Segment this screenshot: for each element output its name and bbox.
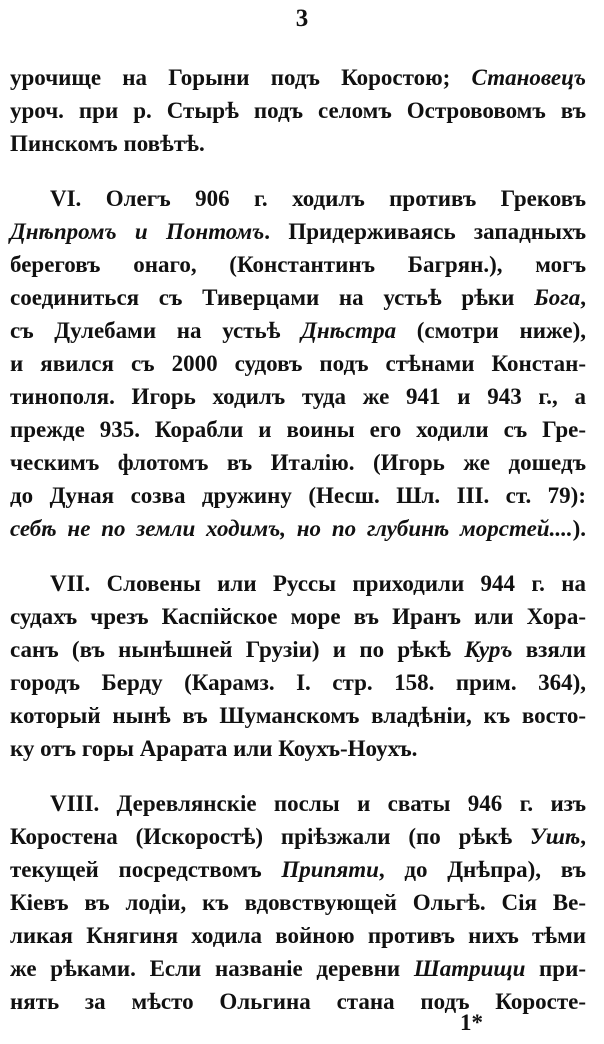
text-segment: Кіевъ въ лодіи, къ вдовствующей Ольгѣ. Сія Ве- <box>10 890 586 915</box>
text-segment: ческимъ флотомъ въ Италію. (Игорь же дошедъ <box>10 450 586 475</box>
text-line <box>10 887 586 919</box>
text-line <box>10 282 586 314</box>
italic-text-segment: Куръ <box>464 637 513 662</box>
text-line <box>10 480 586 512</box>
text-line <box>10 700 586 732</box>
text-segment: санъ (въ нынѣшней Грузіи) и по рѣкѣ <box>10 637 465 662</box>
text-line <box>10 821 586 853</box>
text-segment: VI. Олегъ 906 г. ходилъ противъ Грековъ <box>50 186 586 211</box>
text-line <box>10 733 586 765</box>
text-segment: уроч. при р. Стырѣ подъ селомъ Острововомъ въ <box>10 98 586 123</box>
text-segment: , <box>580 824 586 849</box>
italic-text-segment: Бога <box>534 285 581 310</box>
text-line <box>10 315 586 347</box>
text-segment: взяли <box>512 637 586 662</box>
text-line <box>10 634 586 666</box>
text-segment: при- <box>525 956 586 981</box>
text-line <box>10 986 586 1018</box>
italic-text-segment: Днѣстра <box>301 318 397 343</box>
text-line <box>10 953 586 985</box>
text-segment: ). <box>572 516 586 541</box>
text-line <box>10 62 586 94</box>
italic-text-segment: Становецъ <box>471 65 586 90</box>
text-segment: и явился съ 2000 судовъ подъ стѣнами Констан- <box>10 351 586 376</box>
text-segment: соединиться съ Тиверцами на устьѣ рѣки <box>10 285 535 310</box>
text-segment: урочище на Горыни подъ Коростою; <box>10 65 472 90</box>
text-line <box>10 788 586 820</box>
text-segment: съ Дулебами на устьѣ <box>10 318 302 343</box>
italic-text-segment: Днѣпромъ и Понтомъ <box>10 219 265 244</box>
text-segment: прежде 935. Корабли и воины его ходили съ Гре- <box>10 417 586 442</box>
text-line <box>10 447 586 479</box>
text-line <box>10 601 586 633</box>
text-segment: (смотри ниже), <box>396 318 586 343</box>
text-line <box>10 513 586 545</box>
italic-text-segment: Шатрищи <box>413 956 526 981</box>
text-line <box>10 183 586 215</box>
text-segment: тинополя. Игорь ходилъ туда же 941 и 943 г., а <box>10 384 586 409</box>
text-segment: VIII. Деревлянскіе послы и сваты 946 г. изъ <box>50 791 586 816</box>
printer-signature-mark: 1* <box>460 1010 483 1035</box>
text-line <box>10 568 586 600</box>
text-segment: судахъ чрезъ Каспійское море въ Иранъ или Хора- <box>10 604 586 629</box>
italic-text-segment: Припяти <box>281 857 379 882</box>
text-segment: , <box>580 285 586 310</box>
text-line <box>10 249 586 281</box>
italic-text-segment: Ушѣ <box>530 824 581 849</box>
text-segment: . Придерживаясь западныхъ <box>264 219 586 244</box>
text-segment: нять за мѣсто Ольгина стана подъ Коросте- <box>10 989 586 1014</box>
text-line <box>10 216 586 248</box>
text-segment: же рѣками. Если названіе деревни <box>10 956 414 981</box>
text-line <box>10 854 586 886</box>
text-segment: до Дуная созва дружину (Несш. Шл. III. ст. 79): <box>10 483 586 508</box>
text-line <box>10 920 586 952</box>
text-segment: городъ Берду (Карамз. I. стр. 158. прим. 364), <box>10 670 586 695</box>
text-segment: , до Днѣпра), въ <box>378 857 586 882</box>
text-segment: который нынѣ въ Шуманскомъ владѣніи, къ восто- <box>10 703 586 728</box>
text-segment: текущей посредствомъ <box>10 857 282 882</box>
text-segment: Пинскомъ повѣтѣ. <box>10 131 205 156</box>
text-line <box>10 95 586 127</box>
italic-text-segment: себѣ не по земли ходимъ, но по глубинѣ морстей.... <box>10 516 573 541</box>
page-number: 3 <box>295 5 309 32</box>
text-segment: VII. Словены или Руссы приходили 944 г. на <box>50 571 586 596</box>
text-line <box>10 667 586 699</box>
text-segment: береговъ онаго, (Константинъ Багрян.), могъ <box>10 252 586 277</box>
text-line <box>10 414 586 446</box>
text-segment: ликая Княгиня ходила войною противъ нихъ тѣми <box>10 923 586 948</box>
text-line <box>10 348 586 380</box>
text-segment: Коростена (Искоростѣ) пріѣзжали (по рѣкѣ <box>10 824 531 849</box>
text-segment: ку отъ горы Арарата или Коухъ-Ноухъ. <box>10 736 418 761</box>
text-line <box>10 381 586 413</box>
text-line <box>10 128 586 160</box>
